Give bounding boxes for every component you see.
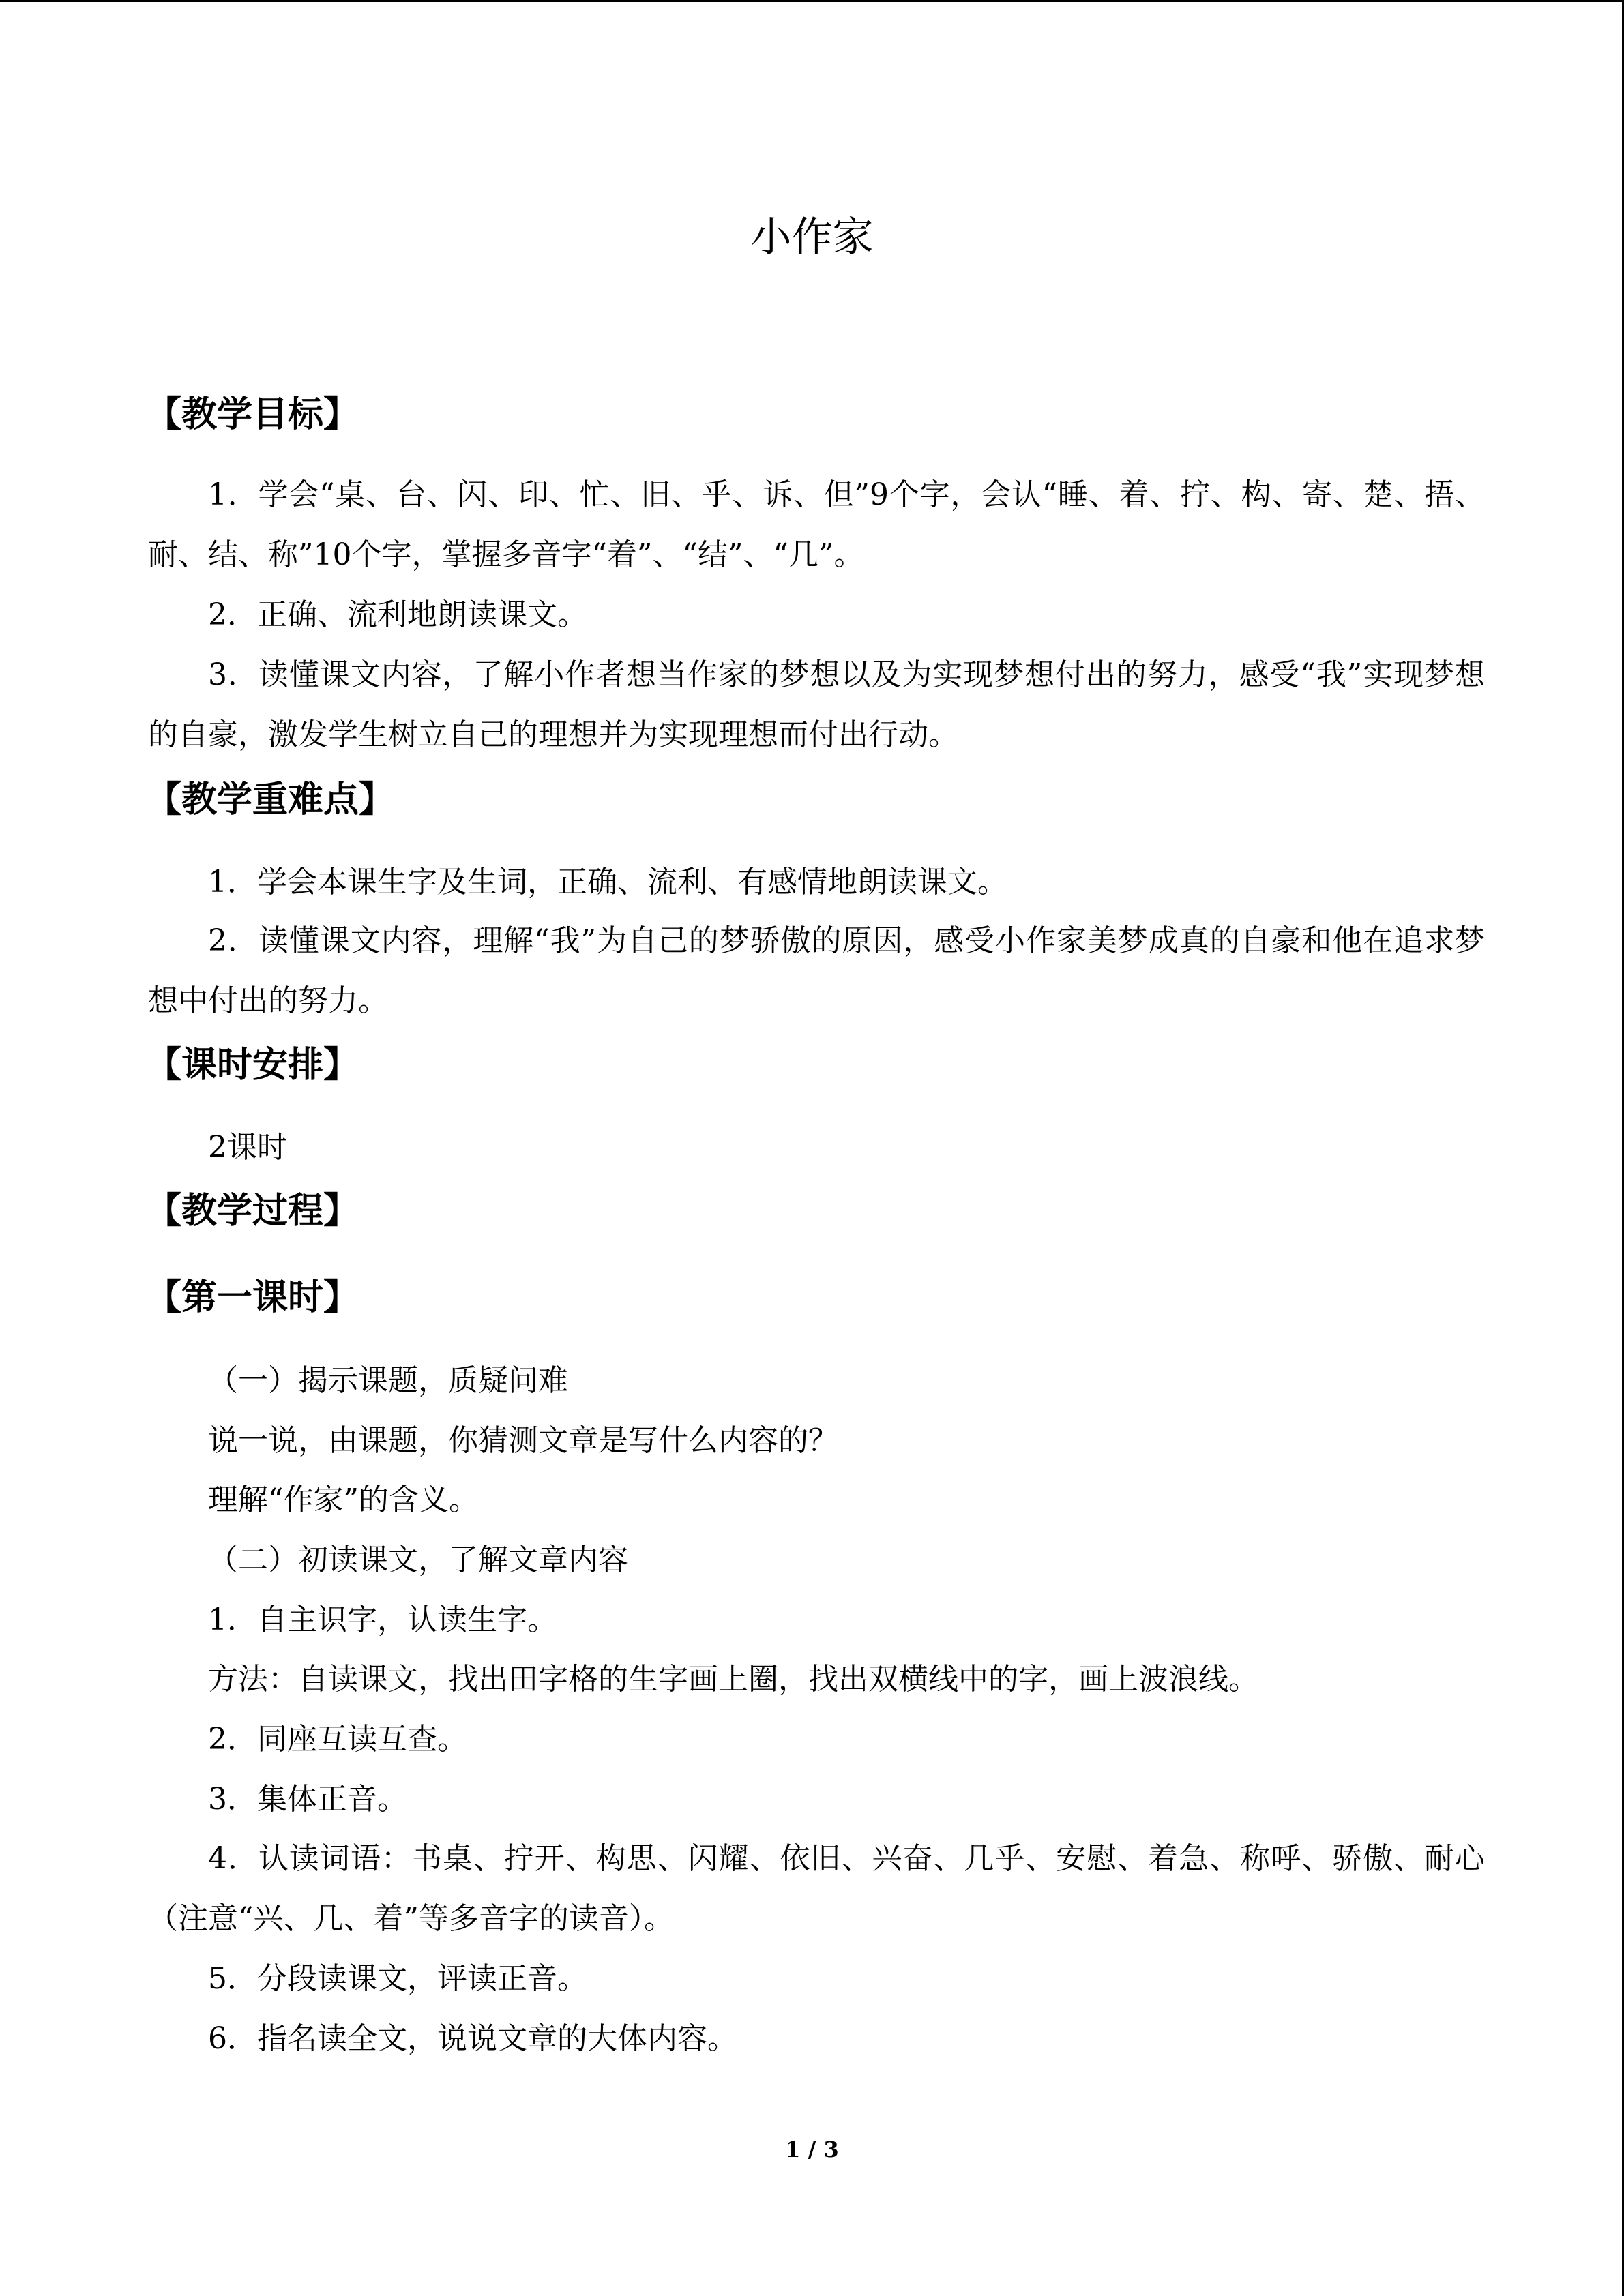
lesson1-item-4: 4．认读词语：书桌、拧开、构思、闪耀、依旧、兴奋、几乎、安慰、着急、称呼、骄傲、耐心（注意“兴、几、着”等多音字的读音）。 bbox=[148, 1841, 1485, 1936]
objective-item-1: 1．学会“桌、台、闪、印、忙、旧、乎、诉、但”9个字，会认“睡、着、拧、构、寄、楚、捂、耐、结、称”10个字，掌握多音字“着”、“结”、“几”。 bbox=[148, 477, 1485, 572]
heading-schedule: 【课时安排】 bbox=[146, 1045, 359, 1086]
schedule-text: 2课时 bbox=[208, 1130, 287, 1165]
lesson1-line-8: 3．集体正音。 bbox=[208, 1782, 407, 1817]
objective-item-2: 2．正确、流利地朗读课文。 bbox=[208, 597, 587, 632]
heading-key-points: 【教学重难点】 bbox=[146, 779, 395, 820]
page-border-top bbox=[0, 0, 1624, 2]
lesson1-line-4: （二）初读课文，了解文章内容 bbox=[208, 1542, 628, 1577]
heading-process: 【教学过程】 bbox=[146, 1191, 359, 1232]
lesson1-line-7: 2．同座互读互查。 bbox=[208, 1722, 467, 1757]
lesson1-line-10: 6．指名读全文，说说文章的大体内容。 bbox=[208, 2021, 737, 2056]
heading-lesson-1: 【第一课时】 bbox=[146, 1277, 359, 1318]
lesson1-line-6: 方法：自读课文，找出田字格的生字画上圈，找出双横线中的字，画上波浪线。 bbox=[208, 1662, 1258, 1697]
lesson1-line-2: 说一说，由课题，你猜测文章是写什么内容的？ bbox=[208, 1423, 838, 1458]
key-point-item-1: 1．学会本课生字及生词，正确、流利、有感情地朗读课文。 bbox=[208, 865, 1007, 899]
lesson1-line-3: 理解“作家”的含义。 bbox=[208, 1482, 479, 1517]
key-point-item-2: 2．读懂课文内容，理解“我”为自己的梦骄傲的原因，感受小作家美梦成真的自豪和他在追求梦想中付出的努力。 bbox=[148, 923, 1485, 1018]
document-title: 小作家 bbox=[750, 213, 874, 261]
lesson1-line-1: （一）揭示课题，质疑问难 bbox=[208, 1363, 568, 1398]
lesson1-line-5: 1．自主识字，认读生字。 bbox=[208, 1602, 557, 1637]
lesson1-line-9: 5．分段读课文，评读正音。 bbox=[208, 1961, 587, 1996]
objective-item-3: 3．读懂课文内容，了解小作者想当作家的梦想以及为实现梦想付出的努力，感受“我”实现梦想的自豪，激发学生树立自己的理想并为实现理想而付出行动。 bbox=[148, 657, 1485, 752]
heading-objectives: 【教学目标】 bbox=[146, 394, 359, 435]
page-number: 1 / 3 bbox=[785, 2136, 839, 2162]
